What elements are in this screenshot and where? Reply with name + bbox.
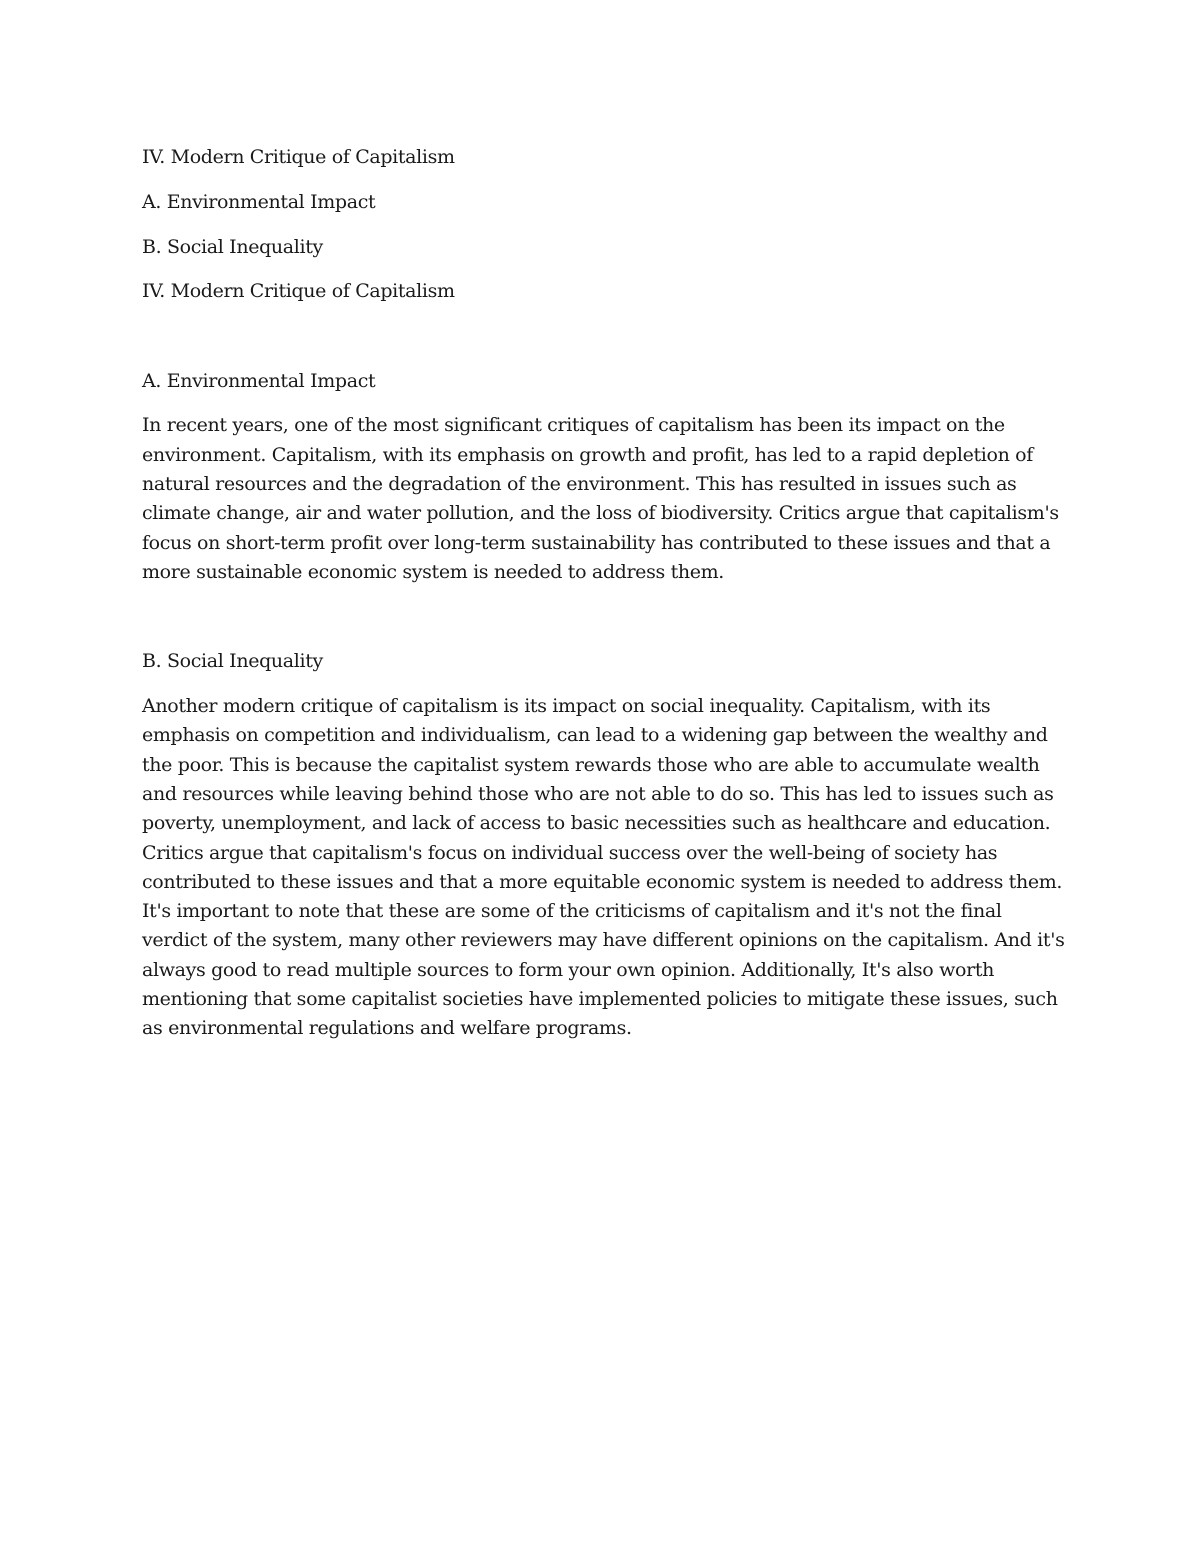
- social-inequality-heading: B. Social Inequality: [142, 650, 323, 673]
- outline-item-heading: IV. Modern Critique of Capitalism: [142, 146, 455, 168]
- outline-item-environmental-impact: A. Environmental Impact: [142, 190, 376, 213]
- section-title: IV. Modern Critique of Capitalism: [142, 280, 455, 303]
- outline-item-social-inequality: B. Social Inequality: [142, 235, 323, 258]
- social-inequality-paragraph: Another modern critique of capitalism is its impact on social inequality. Capitalism, with its emphasis on competition and individualism, can lead to a widening gap between the wealthy and the poor. This is because the capitalist system rewards those who are able to accumulate wealth and resources while leaving behind those who are not able to do so. This has led to issues such as poverty, unemployment, and lack of access to basic necessities such as healthcare and education. Critics argue that capitalism's focus on individual success over the well-being of society has contributed to these issues and that a more equitable economic system is needed to address them.: [142, 695, 1063, 893]
- environmental-impact-heading: A. Environmental Impact: [142, 369, 376, 392]
- closing-paragraph: It's important to note that these are some of the criticisms of capitalism and it's not the final verdict of the system, many other reviewers may have different opinions on the capitalism. And it's always good to read multiple sources to form your own opinion. Additionally, It's also worth mentioning that some capitalist societies have implemented policies to mitigate these issues, such as environmental regulations and welfare programs.: [142, 900, 1065, 1040]
- environmental-impact-paragraph: In recent years, one of the most significant critiques of capitalism has been its impact on the environment. Capitalism, with its emphasis on growth and profit, has led to a rapid depletion of natural resources and the degradation of the environment. This has resulted in issues such as climate change, air and water pollution, and the loss of biodiversity. Critics argue that capitalism's focus on short-term profit over long-term sustainability has contributed to these issues and that a more sustainable economic system is needed to address them.: [142, 414, 1059, 583]
- document-page: [142, 143, 1072, 1044]
